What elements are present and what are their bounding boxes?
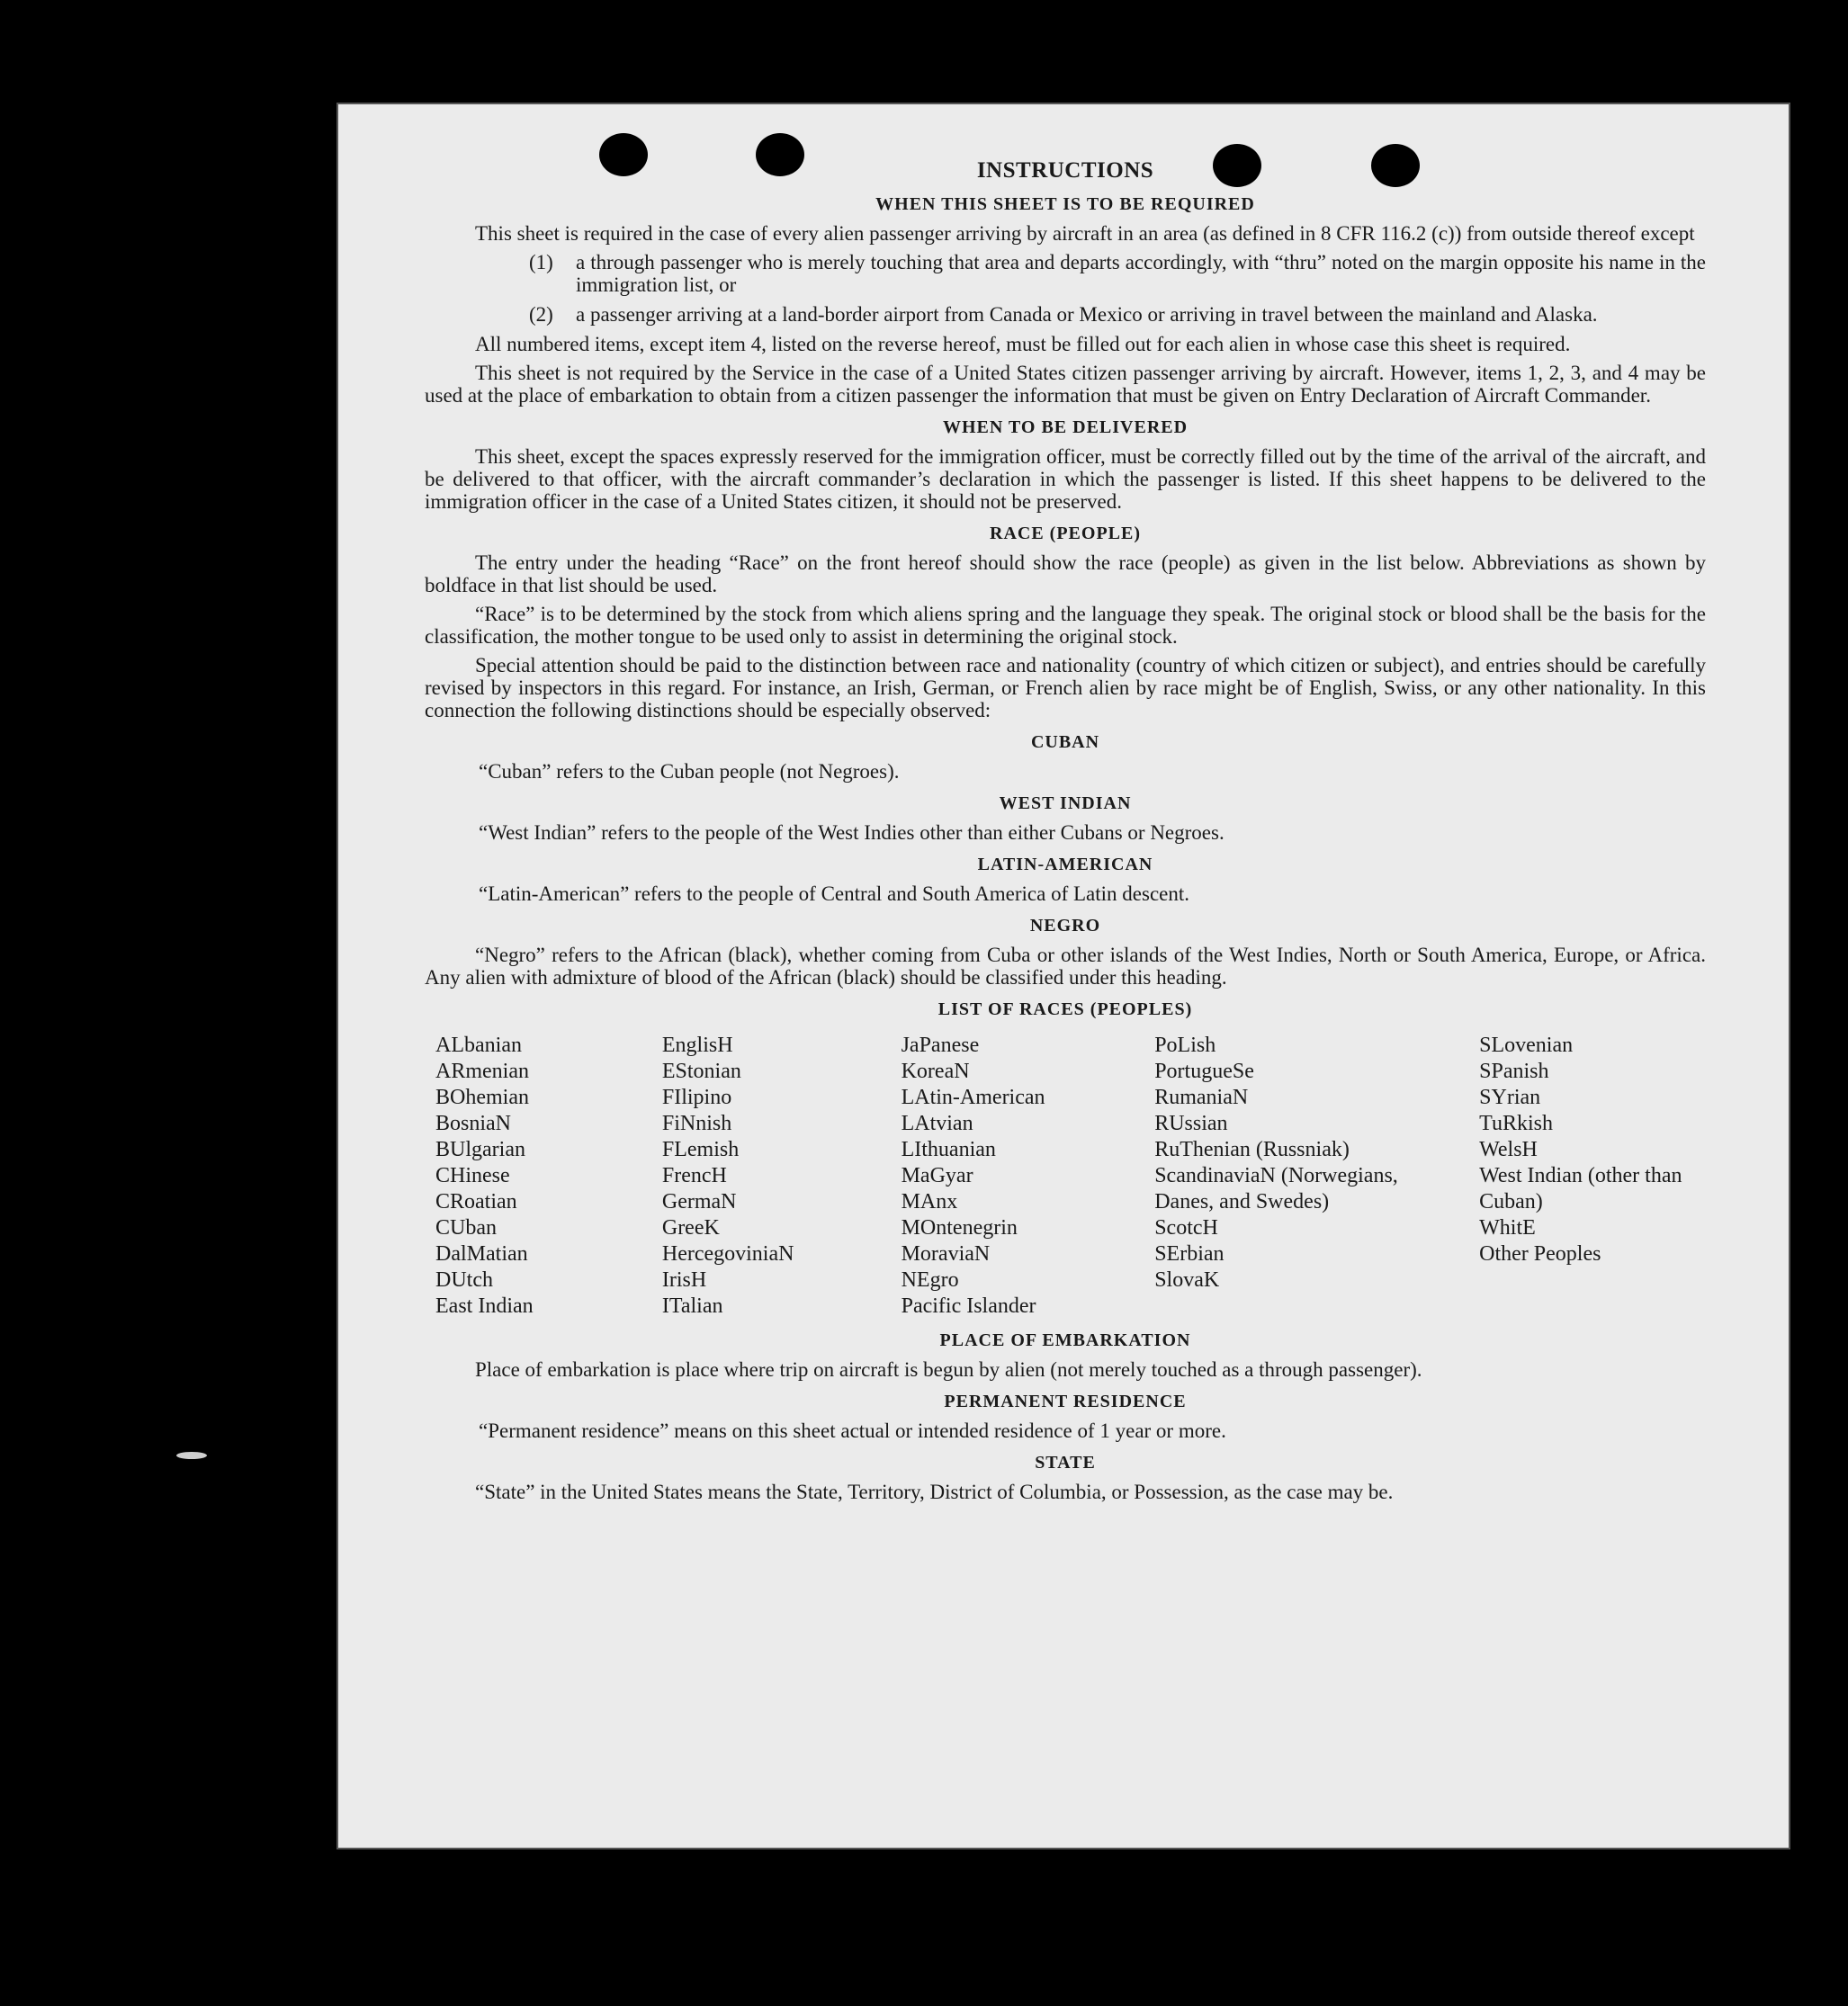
race-item: ScandinaviaN (Norwegians, Danes, and Swedes)	[1154, 1164, 1398, 1213]
section-heading: PERMANENT RESIDENCE	[944, 1392, 1187, 1411]
race-column	[1479, 1033, 1706, 1320]
race-item: FLemish	[661, 1138, 740, 1161]
race-item: ARmenian	[435, 1060, 529, 1083]
race-column	[662, 1033, 902, 1320]
race-item: CHinese	[435, 1164, 510, 1187]
race-column	[1154, 1033, 1479, 1320]
section-heading: CUBAN	[1030, 732, 1100, 752]
race-item: ScotcH	[1154, 1216, 1218, 1240]
section-heading: WEST INDIAN	[999, 793, 1132, 813]
race-list	[435, 1033, 1706, 1320]
section-heading: PLACE OF EMBARKATION	[939, 1330, 1191, 1350]
race-column	[435, 1033, 662, 1320]
section-heading: LATIN-AMERICAN	[977, 855, 1153, 874]
race-item: EStonian	[661, 1060, 741, 1083]
paragraph: This sheet is not required by the Service in the case of a United States citizen passenger arriving by aircraft. However, items 1, 2, 3, and 4 may be used at the place of embarkation to obtain from a citizen passenger the information that must be given on Entry Declaration of Aircraft Commander.	[425, 362, 1706, 407]
race-item: GreeK	[661, 1216, 720, 1240]
race-item: RumaniaN	[1154, 1086, 1249, 1109]
race-item: TuRkish	[1479, 1112, 1553, 1135]
race-item: BUlgarian	[435, 1138, 525, 1161]
race-item: LAtin-American	[901, 1086, 1045, 1109]
section-heading: WHEN THIS SHEET IS TO BE REQUIRED	[875, 194, 1255, 214]
item-text: a through passenger who is merely touching that area and departs accordingly, with “thru” noted on the margin opposite his name in the immigration list, or	[576, 251, 1706, 296]
race-item: DUtch	[435, 1268, 493, 1292]
race-item: PortugueSe	[1154, 1060, 1254, 1083]
paragraph: “Latin-American” refers to the people of Central and South America of Latin descent.	[479, 882, 1189, 905]
paragraph: This sheet, except the spaces expressly reserved for the immigration officer, must be correctly filled out by the time of the arrival of the aircraft, and be delivered to that officer, with the aircraft commander’s declaration in which the passenger is listed. If this sheet happens to be delivered to the immigration officer in the case of a United States citizen, it should not be preserved.	[425, 445, 1706, 513]
list-item	[529, 303, 1706, 326]
paragraph: “Cuban” refers to the Cuban people (not Negroes).	[479, 760, 900, 783]
race-item: NEgro	[901, 1268, 959, 1292]
item-number: (2)	[529, 303, 553, 326]
race-item: ALbanian	[435, 1034, 522, 1057]
section-heading: LIST OF RACES (PEOPLES)	[937, 999, 1193, 1019]
scan-artifact	[176, 1452, 207, 1459]
section-heading: RACE (PEOPLE)	[990, 524, 1141, 543]
race-item: CRoatian	[435, 1190, 517, 1213]
instructions-content	[425, 158, 1706, 1509]
race-item: CUban	[435, 1216, 497, 1240]
race-item: FiNnish	[661, 1112, 732, 1135]
item-number: (1)	[529, 251, 553, 273]
race-item: SYrian	[1479, 1086, 1541, 1109]
paragraph: “Permanent residence” means on this sheet actual or intended residence of 1 year or more.	[479, 1419, 1226, 1442]
paragraph: Place of embarkation is place where trip on aircraft is begun by alien (not merely touched as a through passenger).	[475, 1358, 1422, 1381]
race-item: IrisH	[661, 1268, 707, 1292]
race-item: West Indian (other than Cuban)	[1479, 1164, 1682, 1213]
race-item: MOntenegrin	[901, 1216, 1018, 1240]
paragraph: “West Indian” refers to the people of the West Indies other than either Cubans or Negroes.	[479, 821, 1225, 844]
race-item: DalMatian	[435, 1242, 528, 1266]
race-item: SlovaK	[1154, 1268, 1220, 1292]
race-item: SErbian	[1154, 1242, 1225, 1266]
document-page	[338, 104, 1789, 1848]
race-item: SLovenian	[1479, 1034, 1574, 1057]
race-item: BOhemian	[435, 1086, 529, 1109]
section-heading: STATE	[1035, 1453, 1096, 1473]
race-item: Other Peoples	[1479, 1242, 1601, 1266]
race-item: MoraviaN	[901, 1242, 991, 1266]
race-item: RUssian	[1154, 1112, 1228, 1135]
section-heading: WHEN TO BE DELIVERED	[942, 417, 1189, 437]
race-item: SPanish	[1479, 1060, 1549, 1083]
race-item: WelsH	[1479, 1138, 1538, 1161]
list-item	[529, 251, 1706, 296]
race-item: East Indian	[435, 1294, 534, 1318]
paragraph: “State” in the United States means the State, Territory, District of Columbia, or Possession, as the case may be.	[475, 1481, 1394, 1503]
race-item: MaGyar	[901, 1164, 973, 1187]
race-item: LAtvian	[901, 1112, 973, 1135]
race-item: EnglisH	[661, 1034, 733, 1057]
race-item: PoLish	[1154, 1034, 1216, 1057]
paragraph: The entry under the heading “Race” on the front hereof should show the race (people) as given in the list below. Abbreviations as shown by boldface in that list should be used.	[425, 551, 1706, 596]
race-item: Pacific Islander	[901, 1294, 1036, 1318]
page-title: INSTRUCTIONS	[976, 158, 1154, 183]
race-item: HercegoviniaN	[661, 1242, 794, 1266]
race-item: BosniaN	[435, 1112, 511, 1135]
race-item: RuThenian (Russniak)	[1154, 1138, 1350, 1161]
race-item: ITalian	[661, 1294, 723, 1318]
race-item: KoreaN	[901, 1060, 970, 1083]
race-item: GermaN	[661, 1190, 737, 1213]
race-column	[902, 1033, 1155, 1320]
race-item: FrencH	[661, 1164, 727, 1187]
race-item: JaPanese	[901, 1034, 980, 1057]
race-item: LIthuanian	[901, 1138, 996, 1161]
paragraph: “Race” is to be determined by the stock from which aliens spring and the language they speak. The original stock or blood shall be the basis for the classification, the mother tongue to be used only to assist in determining the original stock.	[425, 603, 1706, 648]
race-item: WhitE	[1479, 1216, 1536, 1240]
item-text: a passenger arriving at a land-border airport from Canada or Mexico or arriving in travel between the mainland and Alaska.	[576, 303, 1598, 326]
paragraph: This sheet is required in the case of every alien passenger arriving by aircraft in an area (as defined in 8 CFR 116.2 (c)) from outside thereof except	[475, 222, 1695, 245]
paragraph: All numbered items, except item 4, listed on the reverse hereof, must be filled out for each alien in whose case this sheet is required.	[475, 333, 1571, 355]
race-item: FIlipino	[661, 1086, 732, 1109]
race-item: MAnx	[901, 1190, 958, 1213]
section-heading: NEGRO	[1029, 916, 1101, 936]
paragraph: Special attention should be paid to the distinction between race and nationality (country of which citizen or subject), and entries should be carefully revised by inspectors in this regard. For instance, an Irish, German, or French alien by race might be of English, Swiss, or any other nationality. In this connection the following distinctions should be especially observed:	[425, 654, 1706, 721]
paragraph: “Negro” refers to the African (black), whether coming from Cuba or other islands of the West Indies, North or South America, Europe, or Africa. Any alien with admixture of blood of the African (black) should be classified under this heading.	[425, 944, 1706, 989]
